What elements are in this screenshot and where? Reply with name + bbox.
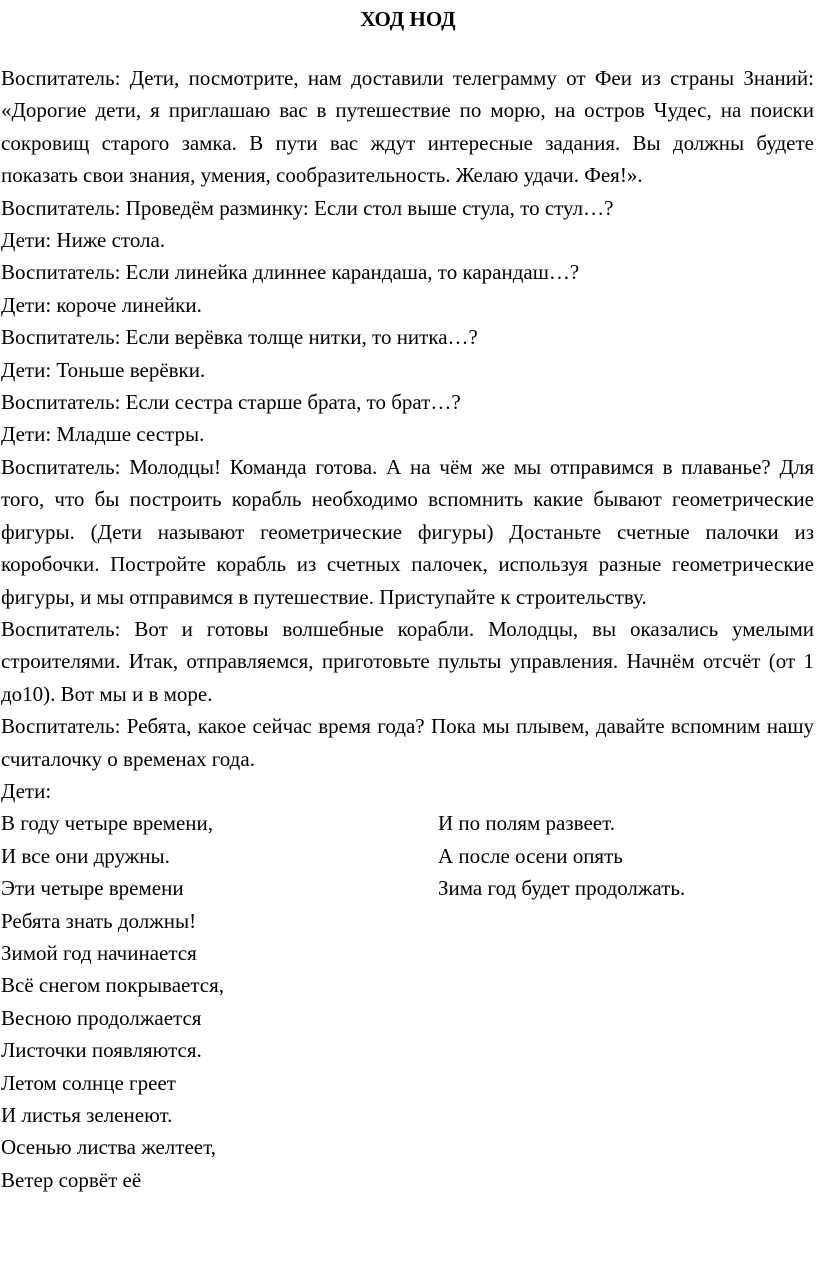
paragraph-warmup-answer-4: Дети: Младше сестры. — [1, 422, 205, 447]
paragraph-warmup-question-2: Воспитатель: Если линейка длиннее карандаша, то карандаш…? — [1, 260, 580, 285]
poem-line: Ребята знать должны! — [1, 908, 197, 933]
seasons-poem — [1, 807, 814, 1196]
paragraph-ships-ready: Воспитатель: Вот и готовы волшебные корабли. Молодцы, вы оказались умелыми строителями. Итак, отправляемся, приготовьте пульты управления. Начнём отсчёт (от 1 до10). Вот мы и в море. — [1, 616, 814, 706]
poem-line: В году четыре времени, — [1, 811, 213, 836]
poem-line: И листья зеленеют. — [1, 1103, 173, 1127]
poem-line: Ветер сорвёт её — [1, 1167, 142, 1192]
poem-line: Весною продолжается — [1, 1005, 202, 1030]
document-title: ХОД НОД — [360, 7, 456, 31]
poem-column-right — [438, 807, 814, 1196]
paragraph-telegram: Воспитатель: Дети, посмотрите, нам доставили телеграмму от Феи из страны Знаний: «Дорогие дети, я приглашаю вас в путешествие по морю, на остров Чудес, на поиски сокровищ старого замка. В пути вас ждут интересные задания. Вы должны будете показать свои знания, умения, сообразительность. Желаю удачи. Фея!». — [1, 66, 814, 188]
paragraph-warmup-answer-3: Дети: Тоньше верёвки. — [1, 357, 206, 382]
paragraph-children-label: Дети: — [1, 778, 52, 803]
paragraph-warmup-question-1: Воспитатель: Проведём разминку: Если стол выше стула, то стул…? — [1, 195, 614, 220]
poem-line: Всё снегом покрывается, — [1, 973, 225, 998]
poem-line: Зима год будет продолжать. — [438, 876, 686, 901]
poem-line: Зимой год начинается — [1, 940, 197, 965]
paragraph-warmup-question-4: Воспитатель: Если сестра старше брата, то брат…? — [1, 390, 461, 415]
paragraph-warmup-answer-2: Дети: короче линейки. — [1, 292, 202, 317]
paragraph-warmup-question-3: Воспитатель: Если верёвка толще нитки, то нитка…? — [1, 325, 478, 350]
poem-line: А после осени опять — [438, 843, 623, 868]
paragraph-warmup-answer-1: Дети: Ниже стола. — [1, 228, 166, 253]
document-body — [1, 62, 814, 1196]
paragraph-seasons-question: Воспитатель: Ребята, какое сейчас время года? Пока мы плывем, давайте вспомним нашу считалочку о временах года. — [1, 714, 814, 771]
poem-line: Эти четыре времени — [1, 876, 184, 901]
poem-line: Листочки появляются. — [1, 1038, 202, 1063]
poem-line: И по полям развеет. — [438, 811, 615, 836]
poem-line: Летом солнце греет — [1, 1070, 176, 1095]
poem-column-left — [1, 807, 438, 1196]
poem-line: Осенью листва желтеет, — [1, 1135, 216, 1160]
paragraph-ship-building: Воспитатель: Молодцы! Команда готова. А на чём же мы отправимся в плаванье? Для того, что бы построить корабль необходимо вспомнить какие бывают геометрические фигуры. (Дети называют геометрические фигуры) Достаньте счетные палочки из коробочки. Постройте корабль из счетных палочек, используя разные геометрические фигуры, и мы отправимся в путешествие. Приступайте к строительству. — [1, 454, 814, 609]
poem-line: И все они дружны. — [1, 843, 170, 868]
